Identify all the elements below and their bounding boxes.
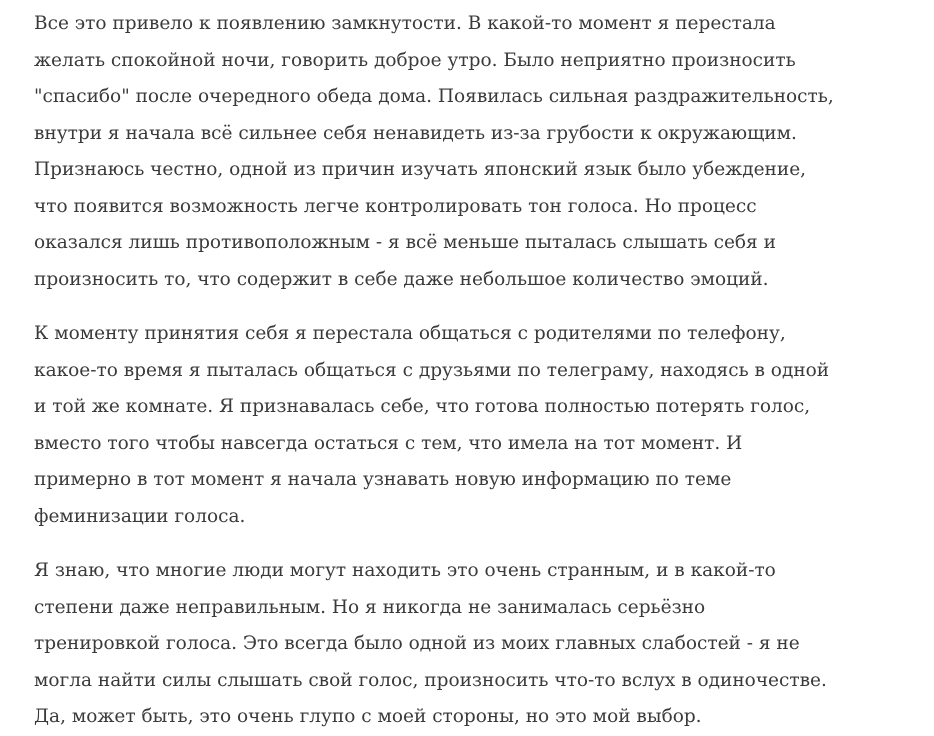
text-line: примерно в тот момент я начала узнавать новую информацию по теме xyxy=(34,469,732,490)
text-line: Все это привело к появлению замкнутости. В какой-то момент я перестала xyxy=(34,13,776,34)
text-line: могла найти силы слышать свой голос, произносить что-то вслух в одиночестве. xyxy=(34,669,827,691)
text-line: Признаюсь честно, одной из причин изучать японский язык было убеждение, xyxy=(34,159,807,180)
text-line: что появится возможность легче контролировать тон голоса. Но процесс xyxy=(34,195,757,217)
text-line: Я знаю, что многие люди могут находить это очень странным, и в какой-то xyxy=(34,560,776,581)
text-line: и той же комнате. Я признавалась себе, что готова полностью потерять голос, xyxy=(34,396,811,417)
text-line: К моменту принятия себя я перестала общаться с родителями по телефону, xyxy=(34,323,786,344)
text-line: Да, может быть, это очень глупо с моей стороны, но это мой выбор. xyxy=(34,706,702,727)
text-line: какое-то время я пыталась общаться с друзьями по телеграму, находясь в одной xyxy=(34,359,830,381)
text-line: "спасибо" после очередного обеда дома. Появилась сильная раздражительность, xyxy=(34,86,834,107)
text-line: тренировкой голоса. Это всегда было одной из моих главных слабостей - я не xyxy=(34,633,800,654)
text-line: вместо того чтобы навсегда остаться с тем, что имела на тот момент. И xyxy=(34,432,743,454)
text-line: желать спокойной ночи, говорить доброе утро. Было неприятно произносить xyxy=(34,49,796,71)
paragraph-2 xyxy=(34,316,914,535)
paragraph-3 xyxy=(34,553,914,736)
paragraph-1 xyxy=(34,6,914,298)
text-line: степени даже неправильным. Но я никогда не занималась серьёзно xyxy=(34,596,706,618)
text-line: внутри я начала всё сильнее себя ненавидеть из-за грубости к окружающим. xyxy=(34,122,797,144)
text-line: феминизации голоса. xyxy=(34,505,246,527)
text-line: оказался лишь противоположным - я всё меньше пыталась слышать себя и xyxy=(34,232,776,253)
text-line: произносить то, что содержит в себе даже небольшое количество эмоций. xyxy=(34,268,769,290)
